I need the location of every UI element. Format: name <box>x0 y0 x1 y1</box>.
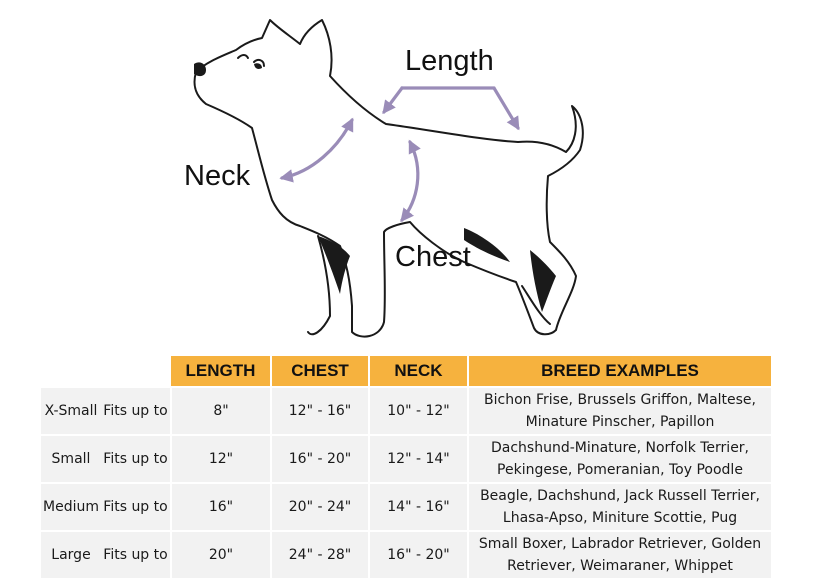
fits-cell: Fits up to <box>101 483 171 531</box>
measurement-arrows <box>282 88 518 220</box>
neck-arrow <box>282 120 352 178</box>
dog-outline <box>194 20 582 337</box>
dog-eye-icon <box>254 63 262 69</box>
table-row <box>41 435 771 483</box>
table-row <box>41 483 771 531</box>
neck-cell: 10" - 12" <box>369 387 468 435</box>
neck-label: Neck <box>184 160 251 192</box>
breeds-cell <box>468 435 771 483</box>
breeds-cell <box>468 531 771 578</box>
chest-cell: 20" - 24" <box>271 483 369 531</box>
breeds-line: Lhasa-Apso, Miniture Scottie, Pug <box>502 510 738 526</box>
chest-cell: 24" - 28" <box>271 531 369 578</box>
neck-cell: 14" - 16" <box>369 483 468 531</box>
breeds-line: Beagle, Dachshund, Jack Russell Terrier, <box>480 488 760 504</box>
breeds-line: Pekingese, Pomeranian, Toy Poodle <box>497 462 743 478</box>
breeds-line: Minature Pinscher, Papillon <box>525 414 715 430</box>
breeds-line: Bichon Frise, Brussels Griffon, Maltese, <box>484 392 756 408</box>
length-cell: 20" <box>171 531 271 578</box>
chest-label: Chest <box>395 241 471 273</box>
dog-belly-shading <box>464 228 510 262</box>
table-header-row <box>41 356 771 387</box>
size-chart-table <box>41 356 771 578</box>
table-row <box>41 531 771 578</box>
neck-cell: 12" - 14" <box>369 435 468 483</box>
header-length: LENGTH <box>171 356 271 387</box>
breeds-line: Retriever, Weimaraner, Whippet <box>507 558 733 574</box>
length-cell: 16" <box>171 483 271 531</box>
breeds-cell <box>468 387 771 435</box>
neck-cell: 16" - 20" <box>369 531 468 578</box>
breeds-cell <box>468 483 771 531</box>
breeds-line: Small Boxer, Labrador Retriever, Golden <box>478 536 762 552</box>
fits-cell: Fits up to <box>101 435 171 483</box>
length-arrow-left <box>384 88 402 112</box>
chest-arrow <box>402 142 418 220</box>
size-cell: Large <box>41 531 101 578</box>
size-cell: Small <box>41 435 101 483</box>
length-label: Length <box>405 45 494 77</box>
size-cell: Medium <box>41 483 101 531</box>
chest-cell: 16" - 20" <box>271 435 369 483</box>
length-cell: 8" <box>171 387 271 435</box>
header-neck: NECK <box>369 356 468 387</box>
breeds-line: Dachshund-Minature, Norfolk Terrier, <box>490 440 750 456</box>
length-arrow-right <box>494 88 518 128</box>
header-chest: CHEST <box>271 356 369 387</box>
header-breed-examples: BREED EXAMPLES <box>468 356 771 387</box>
length-cell: 12" <box>171 435 271 483</box>
dog-front-leg-shading <box>318 236 350 294</box>
fits-cell: Fits up to <box>101 387 171 435</box>
chest-cell: 12" - 16" <box>271 387 369 435</box>
fits-cell: Fits up to <box>101 531 171 578</box>
table-row <box>41 387 771 435</box>
size-cell: X-Small <box>41 387 101 435</box>
